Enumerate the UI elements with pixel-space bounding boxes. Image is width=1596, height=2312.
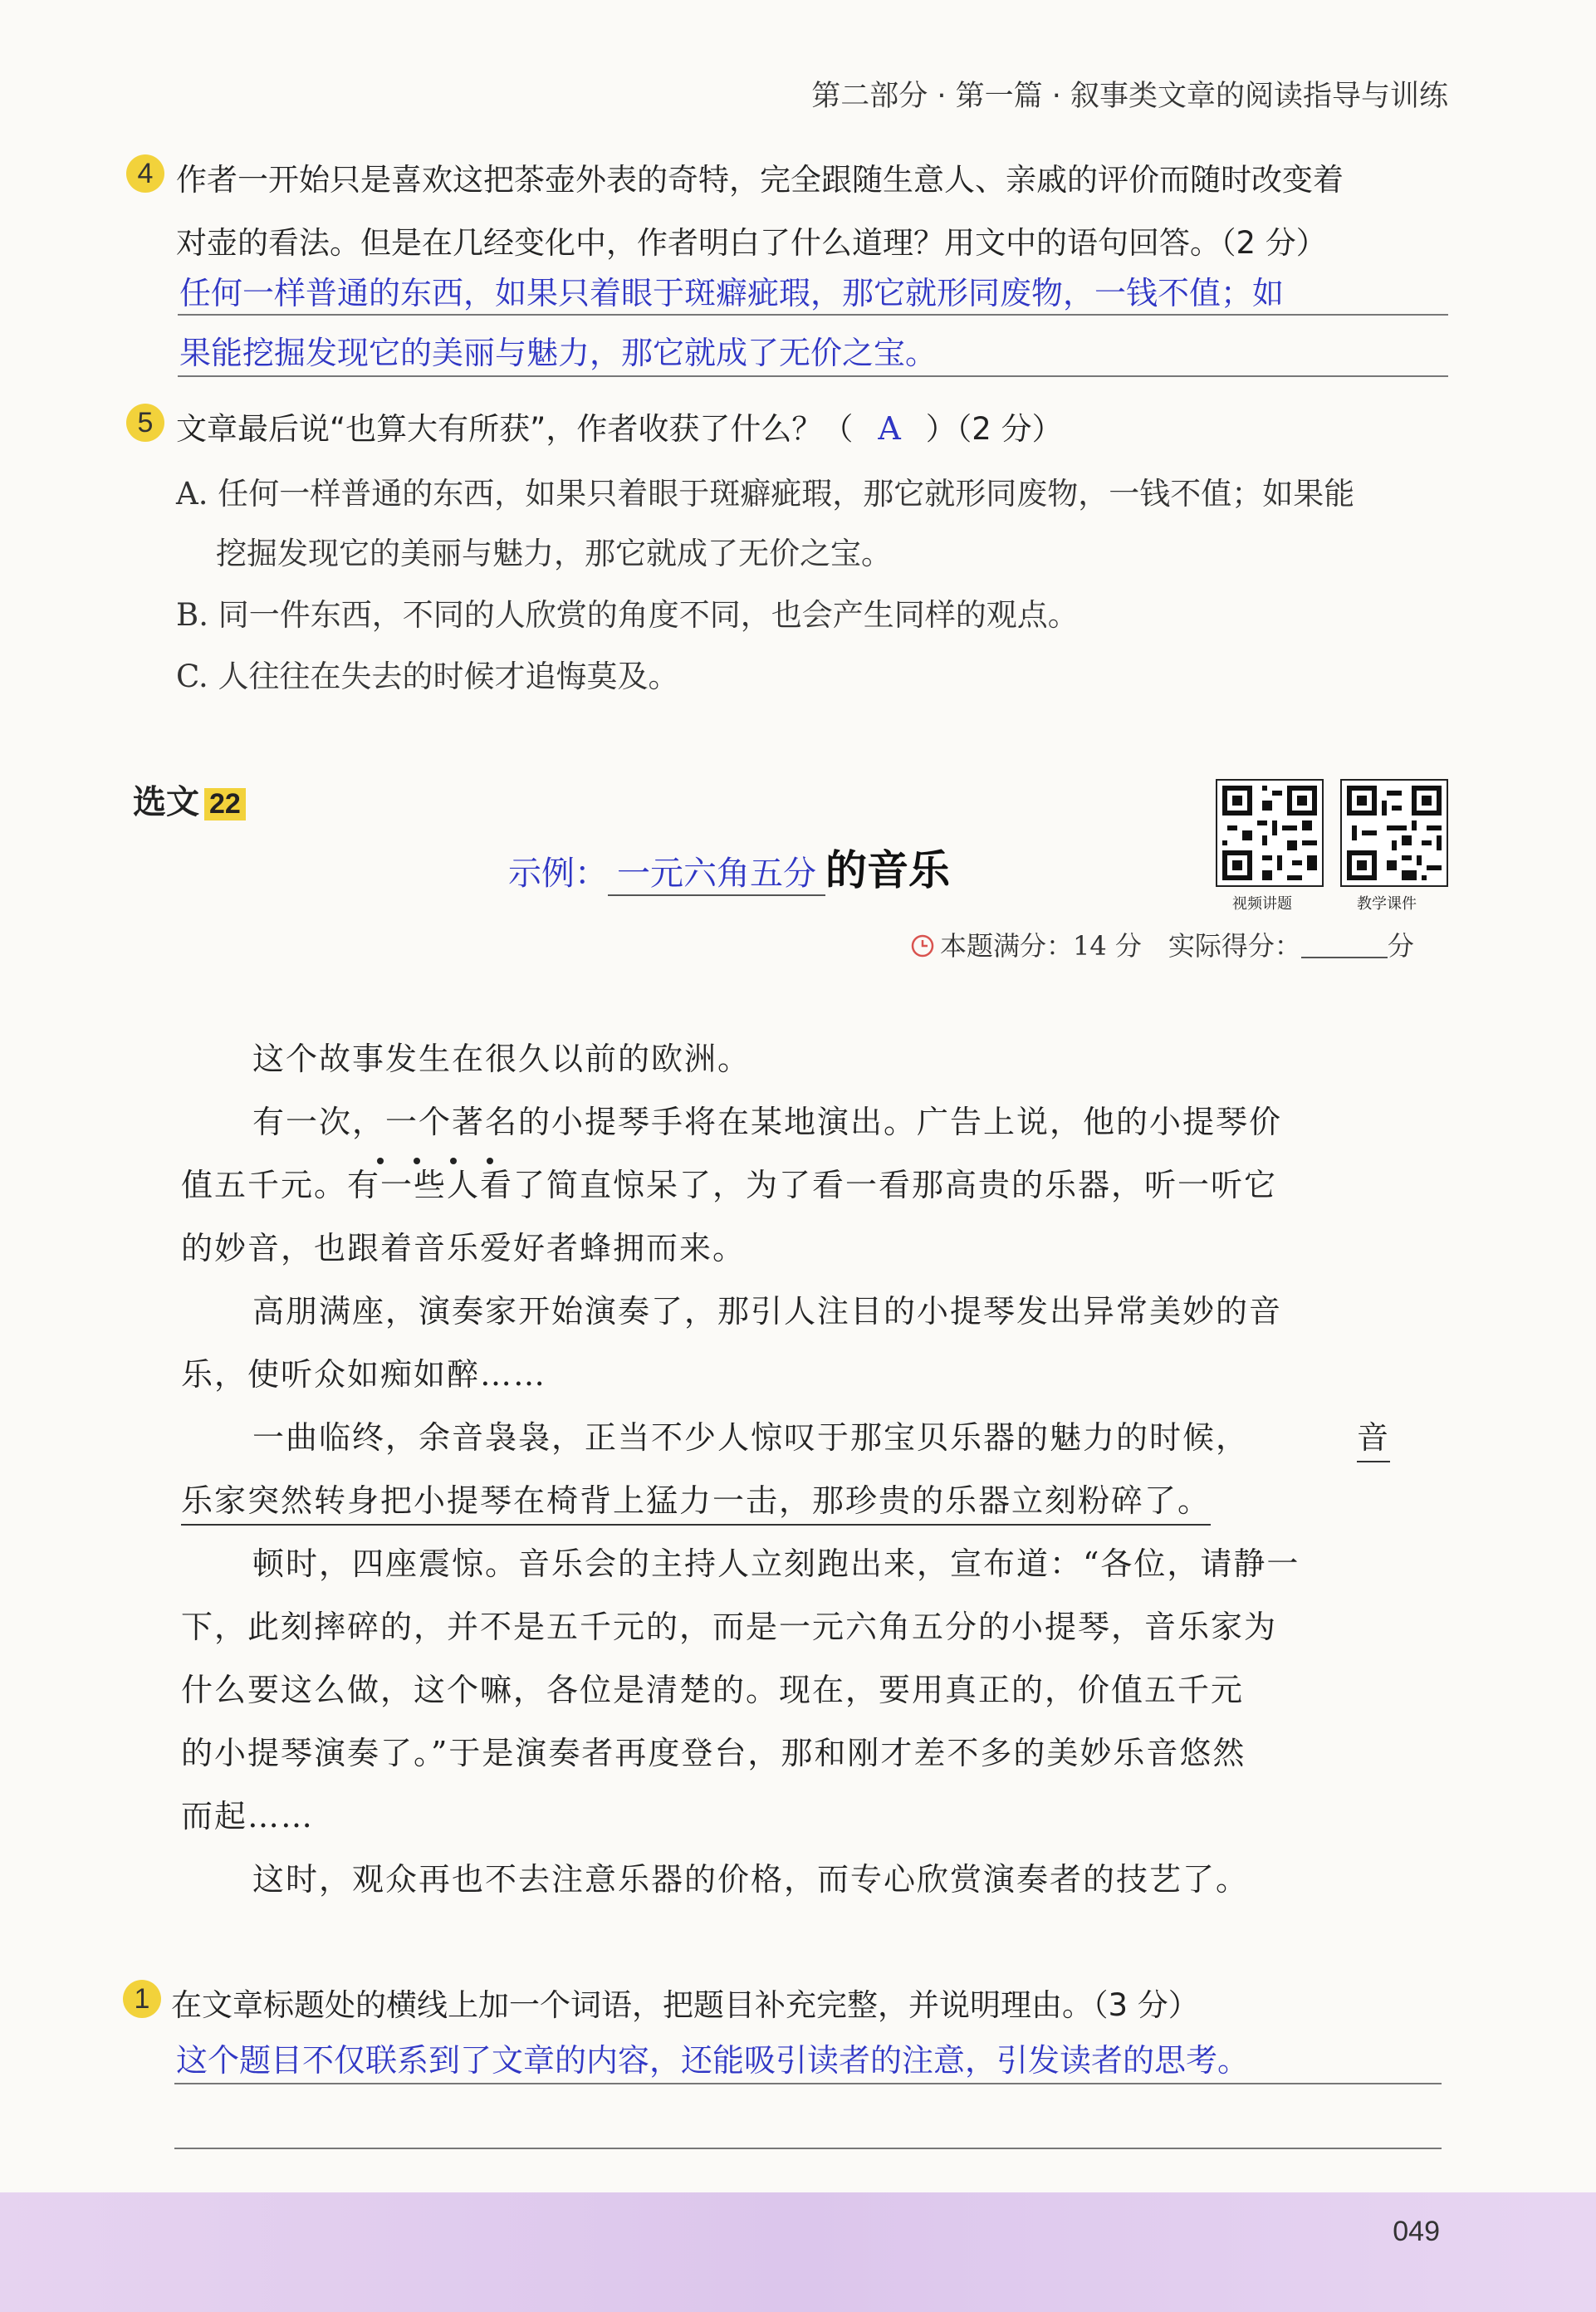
passage-paragraph: 这时，观众再也不去注意乐器的价格，而专心欣赏演奏者的技艺了。 [252,1861,1250,1898]
answer-rule [178,314,1448,316]
footer-band [0,2192,1596,2312]
passage-line: 下，此刻摔碎的，并不是五千元的，而是一元六角五分的小提琴，音乐家为 [181,1609,1278,1645]
question-1-answer: 这个题目不仅联系到了文章的内容，还能吸引读者的注意，引发读者的思考。 [176,2042,1250,2079]
option-a-line2: 挖掘发现它的美丽与魅力，那它就成了无价之宝。 [216,536,892,571]
question-4-answer-line1: 任何一样普通的东西，如果只着眼于斑癖疵瑕，那它就形同废物，一钱不值；如 [179,275,1285,311]
passage-line: 而起…… [181,1798,315,1834]
qr-code-video-icon[interactable] [1216,779,1324,887]
question-number-badge: 4 [126,154,164,193]
emphasis-dot [414,1158,420,1164]
option-c: C. 人往往在失去的时候才追悔莫及。 [176,659,679,694]
passage-title [508,837,950,897]
question-4-text-line1: 作者一开始只是喜欢这把茶壶外表的奇特，完全跟随生意人、亲戚的评价而随时改变着 [176,162,1344,198]
passage-line: 什么要这么做，这个嘛，各位是清楚的。现在，要用真正的，价值五千元 [181,1672,1245,1708]
question-5-text [176,404,1063,448]
title-prefix: 示例： [508,855,608,893]
qr-code-courseware-icon[interactable] [1340,779,1448,887]
passage-paragraph: 这个故事发生在很久以前的欧洲。 [252,1041,751,1077]
question-4-answer-line2: 果能挖掘发现它的美丽与魅力，那它就成了无价之宝。 [179,335,938,371]
qr-courseware-label: 教学课件 [1357,895,1417,913]
question-1 [123,1980,161,2018]
section-label [133,776,246,823]
answer-rule [174,2083,1442,2084]
passage-paragraph: 高朋满座，演奏家开始演奏了，那引人注目的小提琴发出异常美妙的音 [252,1293,1283,1330]
answer-rule [178,375,1448,377]
question-5-answer: A [878,410,901,447]
question-number-badge: 5 [126,404,164,442]
question-4-text-line2: 对壶的看法。但是在几经变化中，作者明白了什么道理？用文中的语句回答。（2 分） [176,225,1327,261]
question-1-text: 在文章标题处的横线上加一个词语，把题目补充完整，并说明理由。（3 分） [171,1987,1199,2023]
emphasis-dot [377,1158,384,1164]
emphasis-dot [487,1158,493,1164]
score-line [910,925,1414,965]
underlined-sentence: 乐家突然转身把小提琴在椅背上猛力一击，那珍贵的乐器立刻粉碎了。 [181,1475,1211,1526]
question-5 [126,404,164,442]
underlined-sentence-start: 音 [1357,1412,1390,1462]
section-number-badge: 22 [204,788,246,820]
answer-rule [174,2148,1442,2149]
emphasis-dot [450,1158,457,1164]
score-blank [1301,932,1388,958]
passage-paragraph: 顿时，四座震惊。音乐会的主持人立刻跑出来，宣布道：“各位，请静一 [252,1545,1300,1582]
score-unit: 分 [1387,930,1414,962]
section-label-text: 选文 [133,783,199,821]
title-blank-answer: 一元六角五分 [608,847,825,896]
option-a-line1: A. 任何一样普通的东西，如果只着眼于斑癖疵瑕，那它就形同废物，一钱不值；如果能 [176,476,1355,512]
passage-line: 值五千元。有一些人看了简直惊呆了，为了看一看那高贵的乐器，听一听它 [181,1167,1278,1203]
option-b: B. 同一件东西，不同的人欣赏的角度不同，也会产生同样的观点。 [176,597,1079,633]
passage-line: 的小提琴演奏了。”于是演奏者再度登台，那和刚才差不多的美妙乐音悠然 [181,1735,1246,1771]
title-suffix: 的音乐 [825,846,950,894]
passage-paragraph: 有一次，一个著名的小提琴手将在某地演出。广告上说，他的小提琴价 [252,1104,1283,1140]
question-4 [126,154,164,193]
passage-line: 乐，使听众如痴如醉…… [181,1356,547,1393]
qr-video-label: 视频讲题 [1232,895,1292,913]
passage-line: 的妙音，也跟着音乐爱好者蜂拥而来。 [181,1230,747,1266]
question-5-suffix: ）（2 分） [925,411,1063,447]
question-5-prefix: 文章最后说“也算大有所获”，作者收获了什么？（ [176,411,854,447]
score-text: 本题满分：14 分 实际得分： [940,930,1301,962]
question-number-badge: 1 [123,1980,161,2018]
passage-paragraph: 一曲临终，余音袅袅，正当不少人惊叹于那宝贝乐器的魅力的时候， [252,1419,1250,1456]
running-header: 第二部分 · 第一篇 · 叙事类文章的阅读指导与训练 [811,80,1448,113]
page-number: 049 [1393,2216,1440,2247]
clock-icon [910,933,935,965]
